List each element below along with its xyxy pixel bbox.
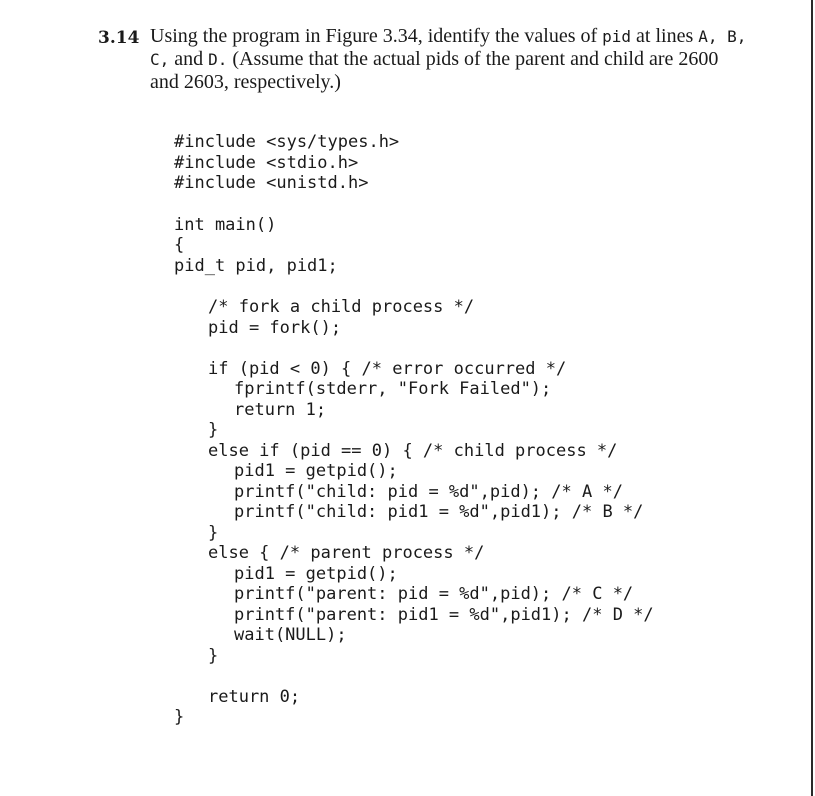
code-line-return-0: return 0; bbox=[208, 687, 301, 707]
code-line-child-getpid: pid1 = getpid(); bbox=[234, 461, 398, 481]
inline-code: pid bbox=[602, 27, 632, 46]
code-line-parent-printf-c: printf("parent: pid = %d",pid); /* C */ bbox=[234, 584, 634, 604]
inline-code: C, bbox=[150, 50, 170, 69]
exercise-text-fragment: and bbox=[169, 48, 209, 70]
code-line-else-if-child: else if (pid == 0) { /* child process */ bbox=[208, 441, 618, 461]
inline-code: A, B, bbox=[698, 27, 747, 46]
code-line-fork-call: pid = fork(); bbox=[208, 318, 342, 338]
code-line-include-stdio: #include <stdio.h> bbox=[174, 153, 359, 173]
code-line-include-unistd: #include <unistd.h> bbox=[174, 173, 369, 193]
code-line-main-signature: int main() bbox=[174, 215, 277, 235]
page-edge-line bbox=[811, 0, 813, 796]
exercise-number: 3.14 bbox=[98, 28, 140, 48]
exercise-line-1 bbox=[150, 25, 750, 48]
exercise-line-2 bbox=[150, 48, 750, 71]
code-line-main-close-brace: } bbox=[174, 707, 185, 727]
inline-code: D. bbox=[208, 50, 228, 69]
code-line-close-brace: } bbox=[208, 523, 219, 543]
code-line-if-error: if (pid < 0) { /* error occurred */ bbox=[208, 359, 567, 379]
exercise-line-3: and 2603, respectively.) bbox=[150, 71, 341, 93]
code-line-include-types: #include <sys/types.h> bbox=[174, 132, 400, 152]
code-line-else-parent: else { /* parent process */ bbox=[208, 543, 485, 563]
code-line-close-brace: } bbox=[208, 646, 219, 666]
code-line-parent-getpid: pid1 = getpid(); bbox=[234, 564, 398, 584]
exercise-text-fragment: at lines bbox=[631, 25, 699, 47]
code-line-declaration: pid_t pid, pid1; bbox=[174, 256, 338, 276]
exercise-text bbox=[150, 25, 750, 93]
code-line-child-printf-b: printf("child: pid1 = %d",pid1); /* B */ bbox=[234, 502, 644, 522]
exercise-text-fragment: Using the program in Figure 3.34, identify the values of bbox=[150, 25, 603, 47]
code-line-fork-comment: /* fork a child process */ bbox=[208, 297, 475, 317]
code-line-return-1: return 1; bbox=[234, 400, 327, 420]
code-line-close-brace: } bbox=[208, 420, 219, 440]
code-line-wait: wait(NULL); bbox=[234, 625, 347, 645]
code-line-child-printf-a: printf("child: pid = %d",pid); /* A */ bbox=[234, 482, 623, 502]
code-line-open-brace: { bbox=[174, 235, 185, 255]
exercise-text-fragment: (Assume that the actual pids of the parent and child are 2600 bbox=[227, 48, 719, 70]
code-line-fprintf: fprintf(stderr, "Fork Failed"); bbox=[234, 379, 552, 399]
code-line-parent-printf-d: printf("parent: pid1 = %d",pid1); /* D */ bbox=[234, 605, 654, 625]
